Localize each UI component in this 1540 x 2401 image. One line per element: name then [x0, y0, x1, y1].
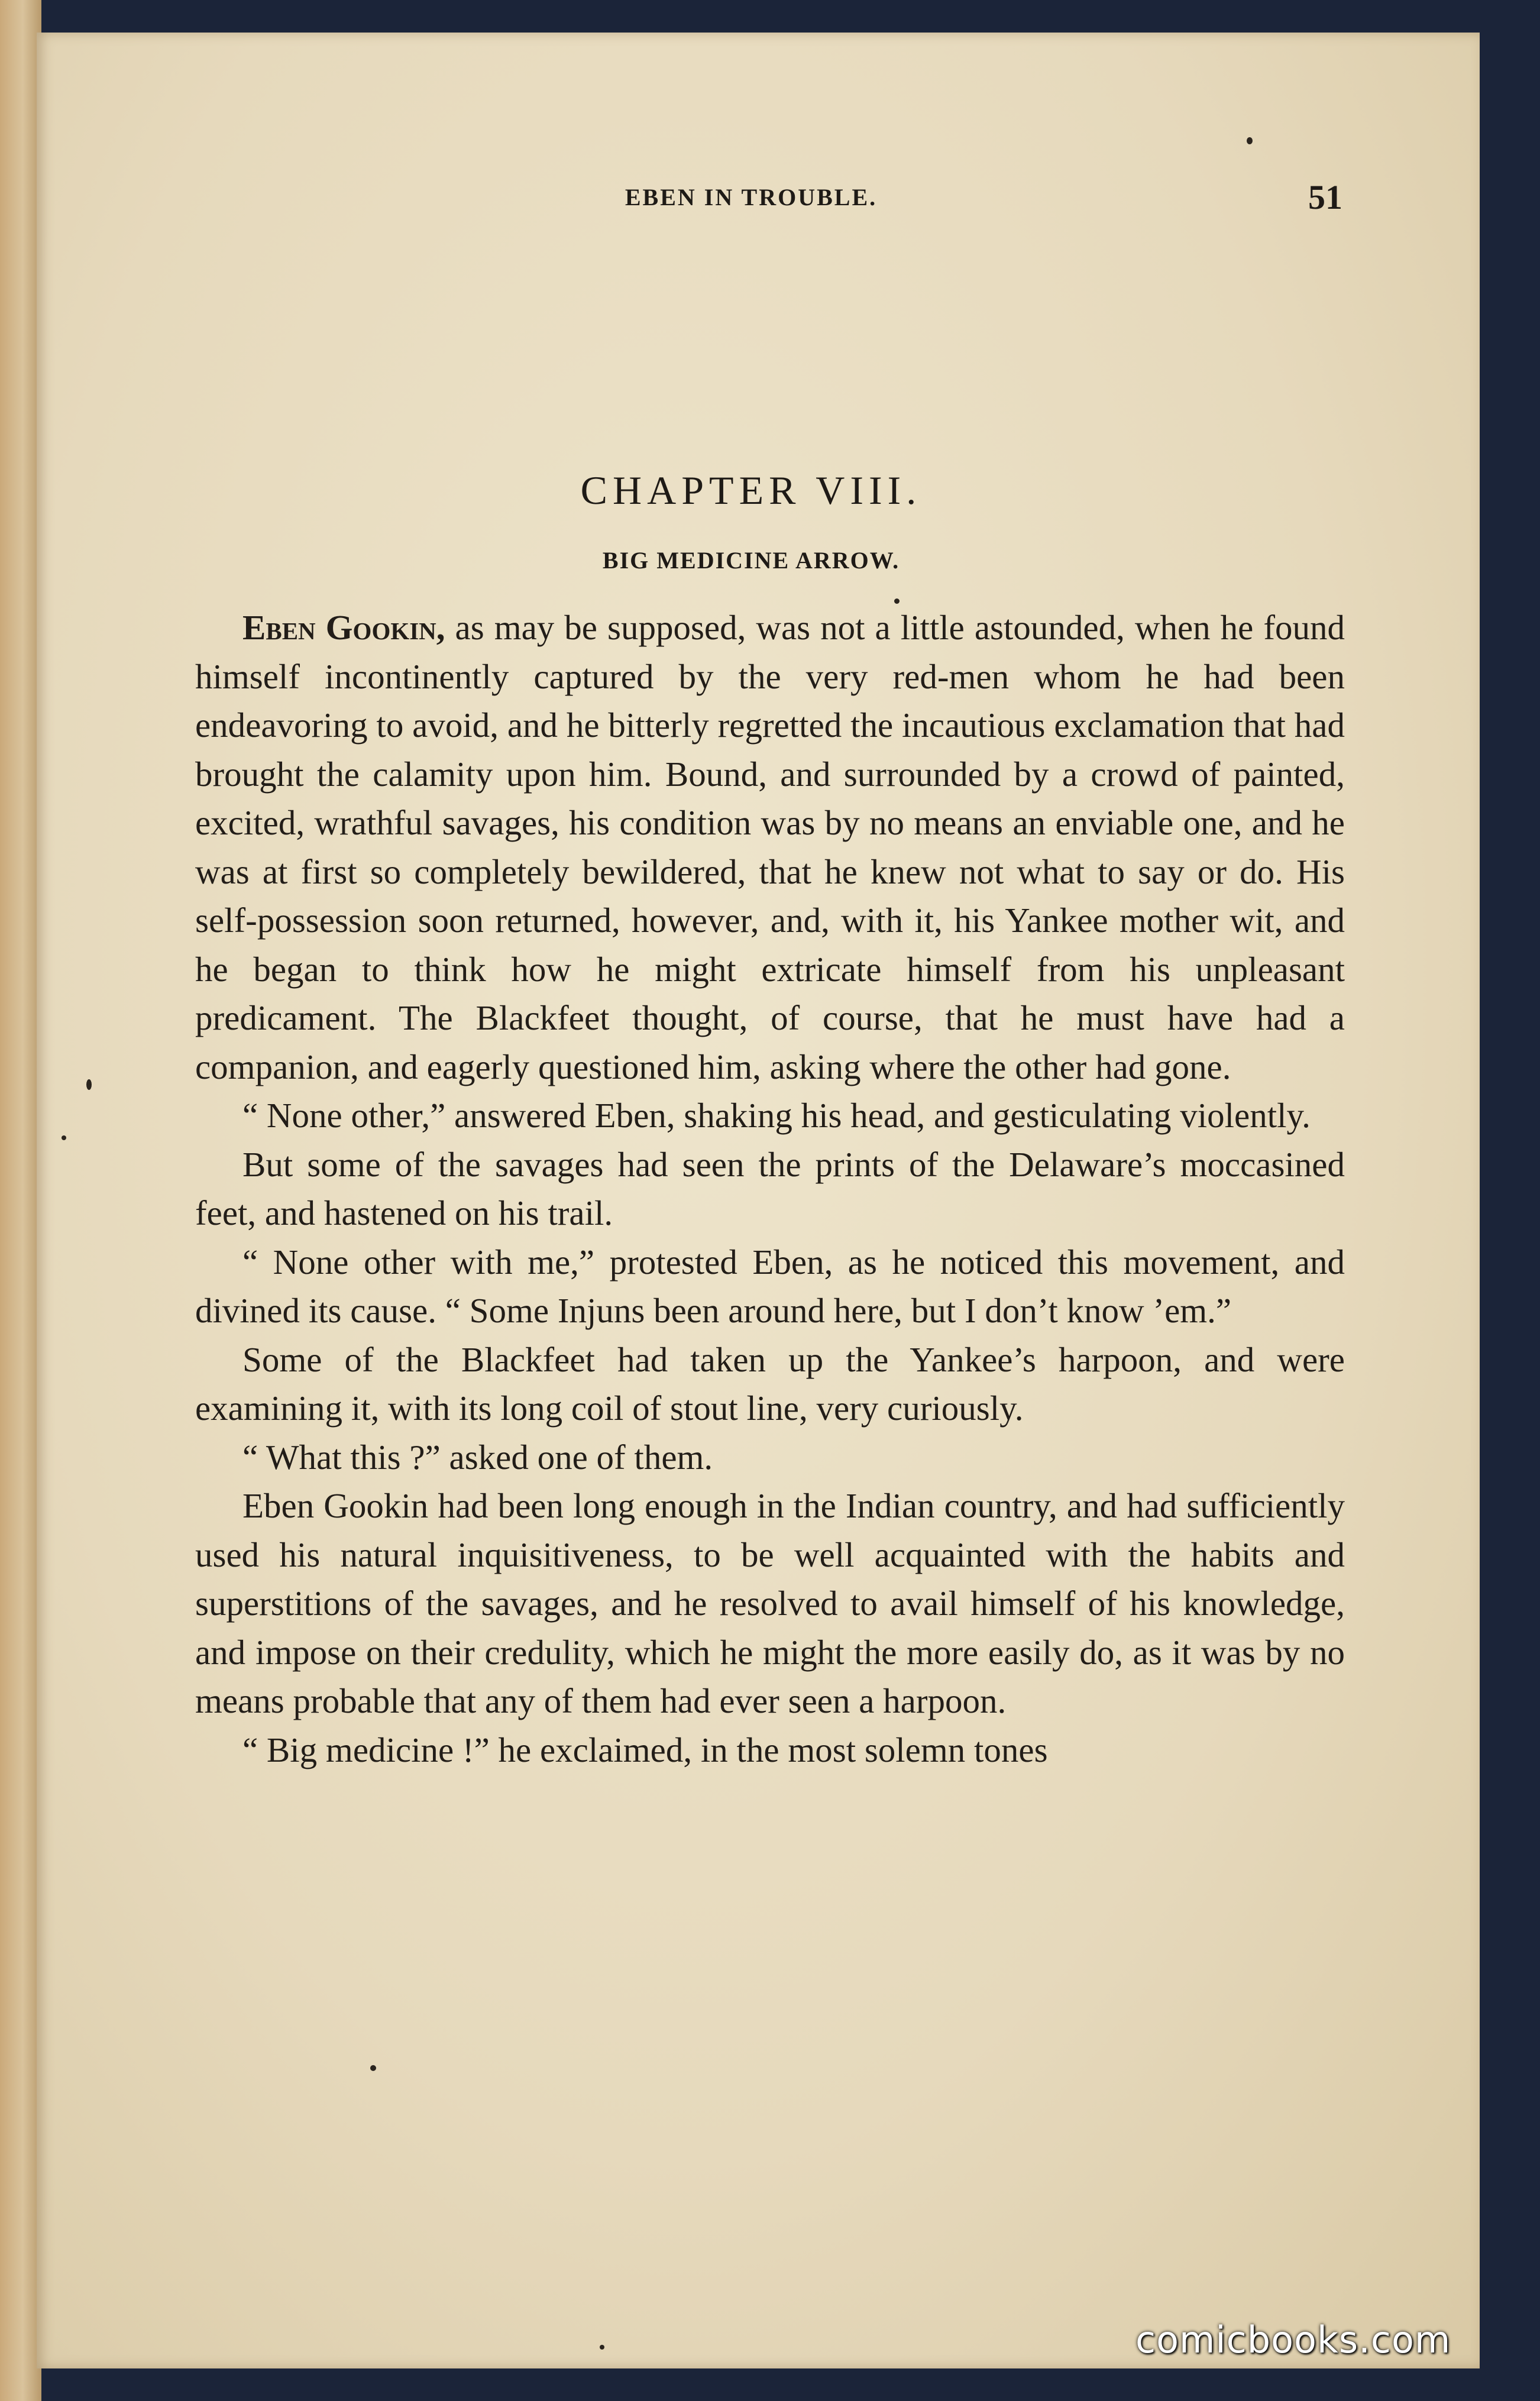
ink-speck — [86, 1079, 92, 1090]
watermark-text: comicbooks.com — [1135, 2318, 1451, 2361]
ink-speck — [62, 1135, 66, 1140]
paragraph: “ None other with me,” protested Eben, as he noticed this movement, and divined its cause. “ Some Injuns been around here, but I don’t know ’em.” — [195, 1242, 1345, 1330]
chapter-subtitle: BIG MEDICINE ARROW. — [602, 547, 900, 574]
paragraph-lead: Eben Gookin, — [242, 608, 445, 647]
paragraph: “ None other,” answered Eben, shaking his head, and gesticulating violently. — [242, 1096, 1311, 1135]
paragraph: But some of the savages had seen the prints of the Delaware’s moccasined feet, and hastened on his trail. — [195, 1144, 1345, 1232]
book-gutter — [0, 0, 41, 2401]
ink-speck — [894, 598, 900, 604]
paragraph: “ Big medicine !” he exclaimed, in the most solemn tones — [242, 1730, 1048, 1769]
paragraph: “ What this ?” asked one of them. — [242, 1437, 713, 1477]
running-head: EBEN IN TROUBLE. — [625, 184, 878, 211]
ink-speck — [1247, 137, 1253, 144]
paragraph: Eben Gookin had been long enough in the Indian country, and had sufficiently used his natural inquisitiveness, to be well acquainted with the habits and superstitions of the savages, and he resolved to avail himself of his knowledge, and impose on their credulity, which he might the more easily do, as it was by no means probable that any of them had ever seen a harpoon. — [195, 1486, 1345, 1720]
ink-speck — [370, 2065, 376, 2071]
body-text — [195, 603, 1345, 1774]
page-number: 51 — [1308, 178, 1342, 216]
chapter-title: CHAPTER VIII. — [580, 468, 922, 513]
paragraph-text: as may be supposed, was not a little astounded, when he found himself incontinently captured by the very red-men whom he had been endeavoring to avoid, and he bitterly regretted the incautious exclamation that had brought the calamity upon him. Bound, and surrounded by a crowd of painted, excited, wrathful savages, his condition was by no means an enviable one, and he was at first so completely bewildered, that he knew not what to say or do. His self-possession soon returned, however, and, with it, his Yankee mother wit, and he began to think how he might extricate himself from his unpleasant predicament. The Blackfeet thought, of course, that he must have had a companion, and eagerly questioned him, asking where the other had gone. — [195, 608, 1345, 1086]
paragraph — [195, 603, 1345, 1091]
ink-speck — [600, 2345, 604, 2350]
page-header — [160, 177, 1342, 225]
paragraph: Some of the Blackfeet had taken up the Yankee’s harpoon, and were examining it, with its long coil of stout line, very curiously. — [195, 1339, 1345, 1428]
